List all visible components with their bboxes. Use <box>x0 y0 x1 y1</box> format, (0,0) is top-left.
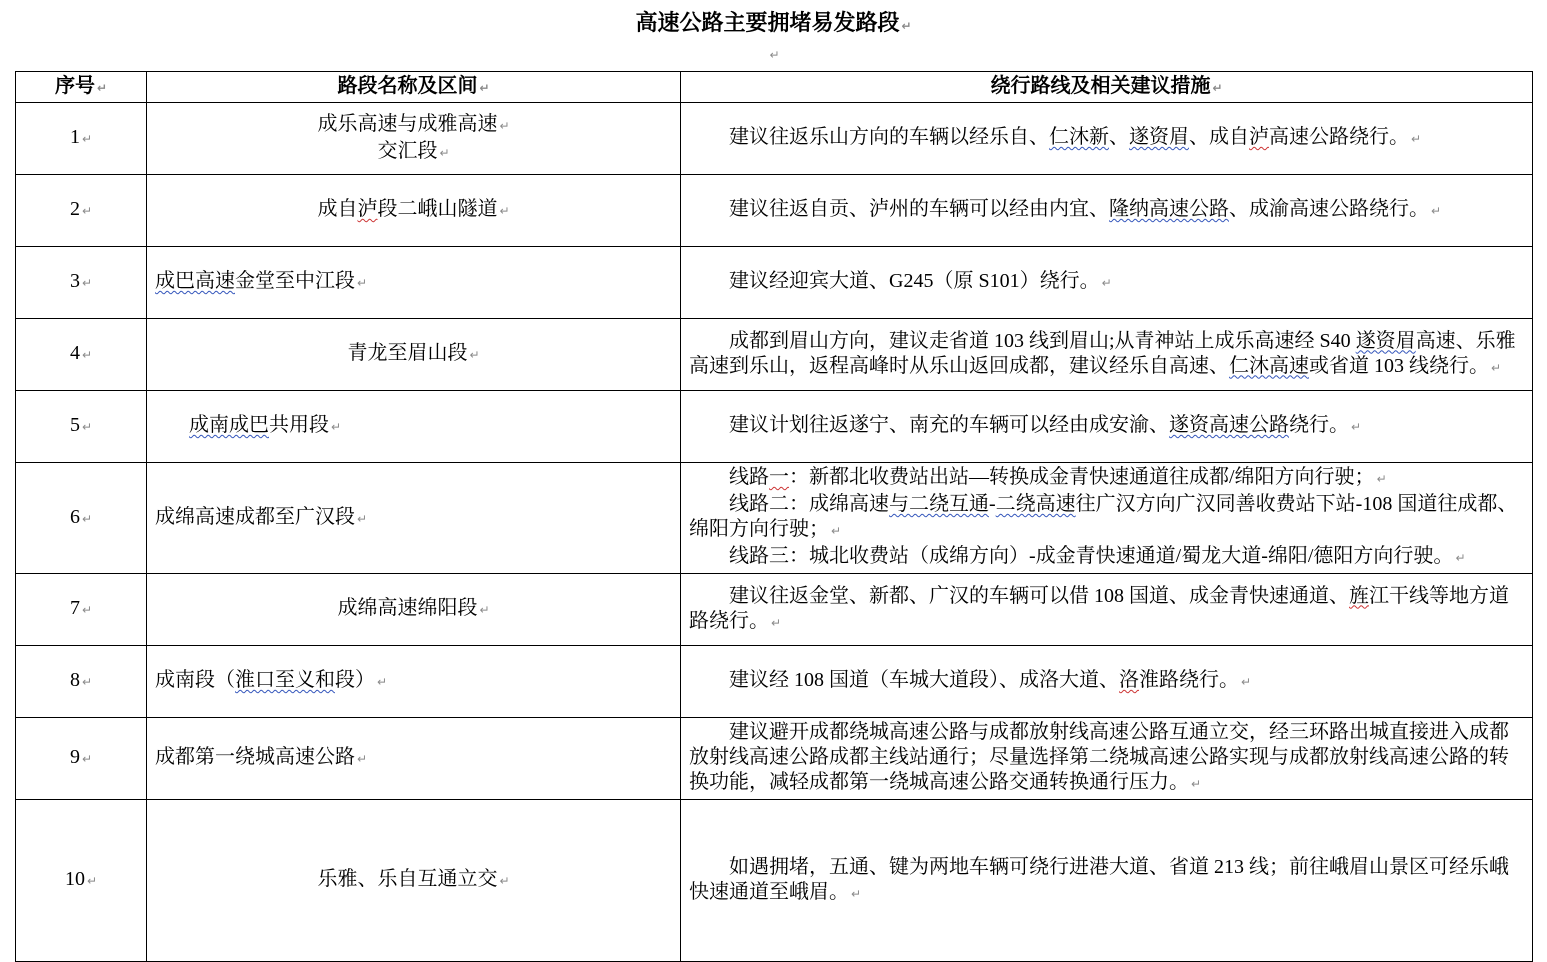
paragraph <box>689 125 1524 152</box>
header-label: 序号 <box>54 75 95 97</box>
grammar-marked-text: 成巴高速 <box>155 270 235 292</box>
paragraph <box>689 465 1524 492</box>
row-number-cell <box>16 718 147 800</box>
text-segment: 线路三：城北收费站（成绵方向）-成金青快速通道/蜀龙大道-绵阳/德阳方向行驶。 <box>729 545 1454 567</box>
road-section-cell <box>147 391 681 463</box>
paragraph-mark-icon: ↵ <box>86 874 98 888</box>
paragraph-mark-icon: ↵ <box>1101 276 1112 290</box>
text-segment: 建议经迎宾大道、G245（原 S101）绕行。 <box>729 270 1100 292</box>
paragraph-mark-icon: ↵ <box>357 511 368 526</box>
text-segment: 段） <box>335 669 375 691</box>
paragraph-mark-icon: ↵ <box>357 276 368 290</box>
paragraph <box>24 341 138 368</box>
table-row <box>16 646 1533 718</box>
text-segment: 成南段（ <box>155 669 235 691</box>
table-row <box>16 800 1533 962</box>
paragraph-mark-icon: ↵ <box>1376 472 1387 486</box>
paragraph-mark-icon: ↵ <box>357 752 368 766</box>
text-segment: - <box>989 493 996 515</box>
text-segment: 建议往返金堂、新都、广汉的车辆可以借 108 国道、成金青快速通道、 <box>729 584 1349 607</box>
table-row <box>16 319 1533 391</box>
paragraph <box>689 197 1524 224</box>
table-row <box>16 391 1533 463</box>
paragraph-mark-icon: ↵ <box>1241 675 1252 689</box>
text-segment: 线路 <box>729 466 769 488</box>
grammar-marked-text: 二绕高速 <box>995 493 1076 515</box>
grammar-marked-text: 仁沐高速 <box>1229 354 1309 377</box>
paragraph-mark-icon: ↵ <box>1351 420 1362 434</box>
road-section-cell <box>147 175 681 247</box>
detour-advice-cell <box>681 391 1533 463</box>
header-label: 路段名称及区间 <box>337 75 478 97</box>
road-section-cell <box>147 463 681 574</box>
table-row <box>16 247 1533 319</box>
text-segment: 4 <box>69 342 80 364</box>
detour-advice-cell <box>681 319 1533 391</box>
text-segment: 共用段 <box>269 414 329 436</box>
spelling-marked-text: 一 <box>769 466 789 488</box>
paragraph <box>155 112 672 139</box>
paragraph-mark-icon: ↵ <box>499 204 510 218</box>
paragraph-mark-icon: ↵ <box>1191 777 1202 791</box>
text-segment: 8 <box>69 669 80 691</box>
paragraph <box>689 269 1524 296</box>
paragraph-mark-icon: ↵ <box>479 603 490 617</box>
text-segment: 乐雅、乐自互通立交 <box>317 868 498 890</box>
text-segment: 、成自 <box>1189 126 1249 148</box>
paragraph <box>24 125 138 152</box>
text-segment: 高速、乐雅高速到乐山，返程高峰时从乐山返回成都，建议经乐自高速、 <box>689 329 1516 377</box>
road-section-cell <box>147 103 681 175</box>
text-segment: 交汇段 <box>377 139 438 162</box>
paragraph-mark-icon: ↵ <box>81 348 93 362</box>
table-row <box>16 718 1533 800</box>
road-section-cell <box>147 718 681 800</box>
header-detour-advice <box>681 72 1533 103</box>
row-number-cell <box>16 463 147 574</box>
paragraph-mark-icon: ↵ <box>81 204 93 218</box>
table-header-row <box>16 72 1533 103</box>
paragraph-mark-icon: ↵ <box>769 48 780 62</box>
text-segment: 7 <box>69 597 80 619</box>
text-segment: 、 <box>1109 126 1129 148</box>
text-segment: 金堂至中江段 <box>235 270 355 292</box>
road-section-cell <box>147 574 681 646</box>
paragraph <box>689 413 1524 440</box>
text-segment: 建议往返乐山方向的车辆以经乐自、 <box>729 126 1049 148</box>
spelling-marked-text: 泸 <box>357 198 378 220</box>
paragraph <box>155 413 672 440</box>
paragraph-mark-icon: ↵ <box>81 276 93 290</box>
paragraph-mark-icon: ↵ <box>901 19 912 33</box>
empty-paragraph <box>0 39 1547 71</box>
page-title <box>0 10 1547 39</box>
paragraph-mark-icon: ↵ <box>439 145 450 160</box>
paragraph-mark-icon: ↵ <box>81 511 93 526</box>
paragraph <box>24 668 138 695</box>
text-segment: 建议计划往返遂宁、南充的车辆可以经由成安渝、 <box>729 414 1169 436</box>
paragraph <box>155 505 672 532</box>
detour-advice-cell <box>681 247 1533 319</box>
paragraph <box>24 269 138 296</box>
grammar-marked-text: 成南成巴 <box>189 414 269 436</box>
paragraph <box>155 341 672 368</box>
paragraph <box>155 197 672 224</box>
table-row <box>16 103 1533 175</box>
text-segment: 青龙至眉山段 <box>347 342 468 364</box>
paragraph <box>155 867 672 894</box>
text-segment: 1 <box>69 126 80 148</box>
detour-advice-cell <box>681 175 1533 247</box>
paragraph <box>155 668 672 695</box>
paragraph-mark-icon: ↵ <box>1212 81 1223 95</box>
table-row <box>16 574 1533 646</box>
paragraph-mark-icon: ↵ <box>331 420 342 434</box>
text-segment: 6 <box>69 505 80 528</box>
paragraph <box>689 584 1524 636</box>
text-segment: 建议往返自贡、泸州的车辆可以经由内宜、 <box>729 198 1109 220</box>
paragraph-mark-icon: ↵ <box>771 615 782 630</box>
paragraph <box>155 269 672 296</box>
text-segment: 建议避开成都绕城高速公路与成都放射线高速公路互通立交，经三环路出城直接进入成都放射线高速公路成都主线站通行；尽量选择第二绕城高速公路实现与成都放射线高速公路的转换功能，减轻成都第一绕城高速公路交通转换通行压力。 <box>689 721 1509 793</box>
paragraph <box>24 413 138 440</box>
grammar-marked-text: 与二绕互通 <box>889 493 989 515</box>
header-label: 绕行路线及相关建议措施 <box>990 75 1211 97</box>
grammar-marked-text: 遂资眉 <box>1355 329 1416 352</box>
paragraph <box>155 745 672 772</box>
paragraph-mark-icon: ↵ <box>81 132 93 146</box>
paragraph-mark-icon: ↵ <box>81 752 93 766</box>
paragraph-mark-icon: ↵ <box>96 81 108 95</box>
text-segment: ：新都北收费站出站—转换成金青快速通道往成都/绵阳方向行驶； <box>789 466 1375 488</box>
road-section-cell <box>147 646 681 718</box>
row-number-cell <box>16 103 147 175</box>
text-segment: 或省道 103 线绕行。 <box>1309 354 1489 377</box>
row-number-cell <box>16 574 147 646</box>
row-number-cell <box>16 391 147 463</box>
text-segment: 成绵高速成都至广汉段 <box>155 505 355 528</box>
grammar-marked-text: 遂资高速公路 <box>1169 414 1289 436</box>
text-segment: 成自 <box>317 198 358 220</box>
text-segment: 江干线等地方道路绕行。 <box>689 584 1509 632</box>
paragraph <box>689 668 1524 695</box>
text-segment: 9 <box>69 746 80 768</box>
detour-advice-cell <box>681 718 1533 800</box>
paragraph <box>689 720 1524 797</box>
paragraph-mark-icon: ↵ <box>831 524 842 538</box>
paragraph <box>689 329 1524 381</box>
text-segment: 成绵高速绵阳段 <box>337 597 478 619</box>
paragraph-mark-icon: ↵ <box>81 420 93 434</box>
paragraph-mark-icon: ↵ <box>81 603 93 617</box>
row-number-cell <box>16 247 147 319</box>
row-number-cell <box>16 319 147 391</box>
text-segment: 5 <box>69 414 80 436</box>
text-segment: 如遇拥堵，五通、键为两地车辆可绕行进港大道、省道 213 线；前往峨眉山景区可经乐峨快速通道至峨眉。 <box>689 855 1509 903</box>
text-segment: 成都第一绕城高速公路 <box>155 746 355 768</box>
paragraph-mark-icon: ↵ <box>1455 551 1466 565</box>
text-segment: 淮路绕行。 <box>1139 669 1239 691</box>
table-row <box>16 175 1533 247</box>
grammar-marked-text: 仁沐新 <box>1049 126 1109 148</box>
road-section-cell <box>147 247 681 319</box>
paragraph <box>689 544 1524 571</box>
table-row <box>16 463 1533 574</box>
grammar-marked-text: 遂资眉 <box>1129 126 1189 148</box>
text-segment: 段二峨山隧道 <box>377 198 498 220</box>
row-number-cell <box>16 646 147 718</box>
road-section-cell <box>147 319 681 391</box>
paragraph <box>24 505 138 532</box>
paragraph-mark-icon: ↵ <box>499 118 510 133</box>
congestion-table <box>15 71 1533 962</box>
paragraph-mark-icon: ↵ <box>469 348 480 362</box>
detour-advice-cell <box>681 574 1533 646</box>
detour-advice-cell <box>681 103 1533 175</box>
spelling-marked-text: 洛 <box>1119 669 1139 691</box>
paragraph-mark-icon: ↵ <box>1431 204 1442 218</box>
text-segment: 2 <box>69 198 80 220</box>
text-segment: 成都到眉山方向，建议走省道 103 线到眉山;从青神站上成乐高速经 S40 <box>729 329 1356 352</box>
paragraph <box>689 492 1524 544</box>
paragraph-mark-icon: ↵ <box>499 874 510 888</box>
paragraph <box>24 596 138 623</box>
paragraph-mark-icon: ↵ <box>1411 132 1422 146</box>
detour-advice-cell <box>681 646 1533 718</box>
paragraph <box>24 745 138 772</box>
header-road-section <box>147 72 681 103</box>
paragraph <box>24 197 138 224</box>
text-segment: 成乐高速与成雅高速 <box>317 112 498 135</box>
grammar-marked-text: 淮口至义和 <box>235 669 335 691</box>
header-serial-number <box>16 72 147 103</box>
paragraph <box>689 855 1524 907</box>
row-number-cell <box>16 800 147 962</box>
detour-advice-cell <box>681 800 1533 962</box>
paragraph-mark-icon: ↵ <box>1491 360 1502 375</box>
text-segment: 10 <box>64 868 85 890</box>
text-segment: 、成渝高速公路绕行。 <box>1229 198 1429 220</box>
paragraph <box>155 139 672 166</box>
text-segment: 高速公路绕行。 <box>1269 126 1409 148</box>
text-segment: 往广汉方向广汉同善收费站下站-108 国道往成都、绵阳方向行驶； <box>689 493 1518 540</box>
text-segment: 建议经 108 国道（车城大道段）、成洛大道、 <box>729 669 1119 691</box>
text-segment: 绕行。 <box>1289 414 1349 436</box>
row-number-cell <box>16 175 147 247</box>
spelling-marked-text: 泸 <box>1249 126 1269 148</box>
table-header <box>16 72 1533 103</box>
road-section-cell <box>147 800 681 962</box>
page-title-text: 高速公路主要拥堵易发路段 <box>635 10 900 35</box>
text-segment: 3 <box>69 270 80 292</box>
paragraph <box>24 867 138 894</box>
text-segment: 线路二：成绵高速 <box>729 493 889 515</box>
detour-advice-cell <box>681 463 1533 574</box>
paragraph-mark-icon: ↵ <box>81 675 93 689</box>
congestion-table-body <box>16 103 1533 962</box>
paragraph-mark-icon: ↵ <box>377 675 388 689</box>
paragraph-mark-icon: ↵ <box>851 886 862 901</box>
grammar-marked-text: 隆纳高速公路 <box>1109 198 1229 220</box>
paragraph-mark-icon: ↵ <box>479 81 490 95</box>
spelling-marked-text: 旌 <box>1349 584 1369 607</box>
paragraph <box>155 596 672 623</box>
